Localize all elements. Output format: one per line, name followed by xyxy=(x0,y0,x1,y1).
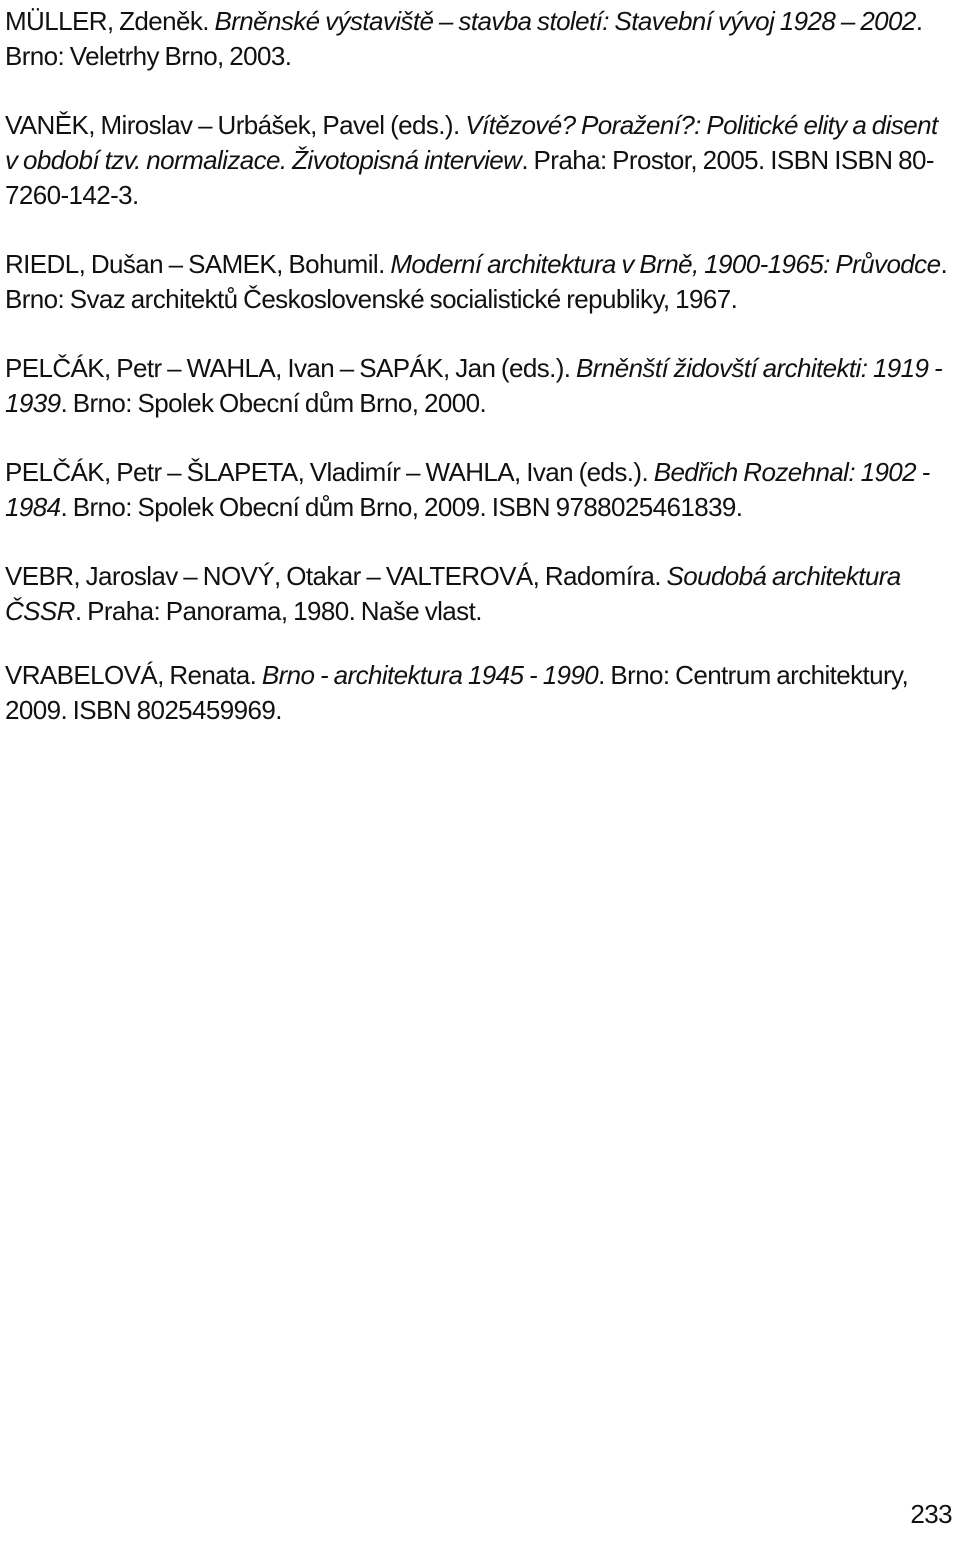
entry-authors: MÜLLER, Zdeněk. xyxy=(5,6,215,36)
entry-publication: . Praha: Prostor, 2005. ISBN ISBN 80-7260-142-3. xyxy=(5,145,934,210)
entry-publication: . Brno: Centrum architektury, 2009. ISBN 8025459969. xyxy=(5,660,909,725)
bibliography-entry-vanek xyxy=(5,108,953,213)
bibliography-entry-muller xyxy=(5,4,953,74)
entry-publication: . Brno: Spolek Obecní dům Brno, 2009. ISBN 9788025461839. xyxy=(60,492,743,522)
entry-title: Brněnské výstaviště – stavba století: Stavební vývoj 1928 – 2002 xyxy=(214,6,916,36)
entry-authors: RIEDL, Dušan – SAMEK, Bohumil. xyxy=(5,249,391,279)
bibliography-entry-vrabelova xyxy=(5,658,953,728)
entry-title: Vítězové? Poražení?: Politické elity a disent v období tzv. normalizace. Životopisná interview xyxy=(5,110,938,175)
bibliography-entry-pelcak-2009 xyxy=(5,455,953,525)
entry-title: Brněnští židovští architekti: 1919 - 1939 xyxy=(5,353,943,418)
entry-title: Soudobá architektura ČSSR xyxy=(5,561,901,626)
bibliography-entry-riedl xyxy=(5,247,953,317)
entry-authors: VANĚK, Miroslav – Urbášek, Pavel (eds.). xyxy=(5,110,466,140)
entry-authors: PELČÁK, Petr – ŠLAPETA, Vladimír – WAHLA, Ivan (eds.). xyxy=(5,457,654,487)
entry-authors: PELČÁK, Petr – WAHLA, Ivan – SAPÁK, Jan (eds.). xyxy=(5,353,577,383)
entry-title: Moderní architektura v Brně, 1900-1965: Průvodce xyxy=(390,249,941,279)
entry-publication: . Brno: Spolek Obecní dům Brno, 2000. xyxy=(60,388,487,418)
entry-publication: . Praha: Panorama, 1980. Naše vlast. xyxy=(74,596,482,626)
entry-publication: . Brno: Svaz architektů Československé socialistické republiky, 1967. xyxy=(5,249,948,314)
bibliography-entry-vebr xyxy=(5,559,953,629)
entry-title: Bedřich Rozehnal: 1902 - 1984 xyxy=(5,457,930,522)
entry-title: Brno - architektura 1945 - 1990 xyxy=(261,660,599,690)
entry-publication: . Brno: Veletrhy Brno, 2003. xyxy=(5,6,923,71)
entry-authors: VRABELOVÁ, Renata. xyxy=(5,660,262,690)
entry-authors: VEBR, Jaroslav – NOVÝ, Otakar – VALTEROVÁ, Radomíra. xyxy=(5,561,667,591)
bibliography-page xyxy=(5,4,953,728)
bibliography-entry-pelcak-2000 xyxy=(5,351,953,421)
page-number: 233 xyxy=(910,1499,952,1529)
